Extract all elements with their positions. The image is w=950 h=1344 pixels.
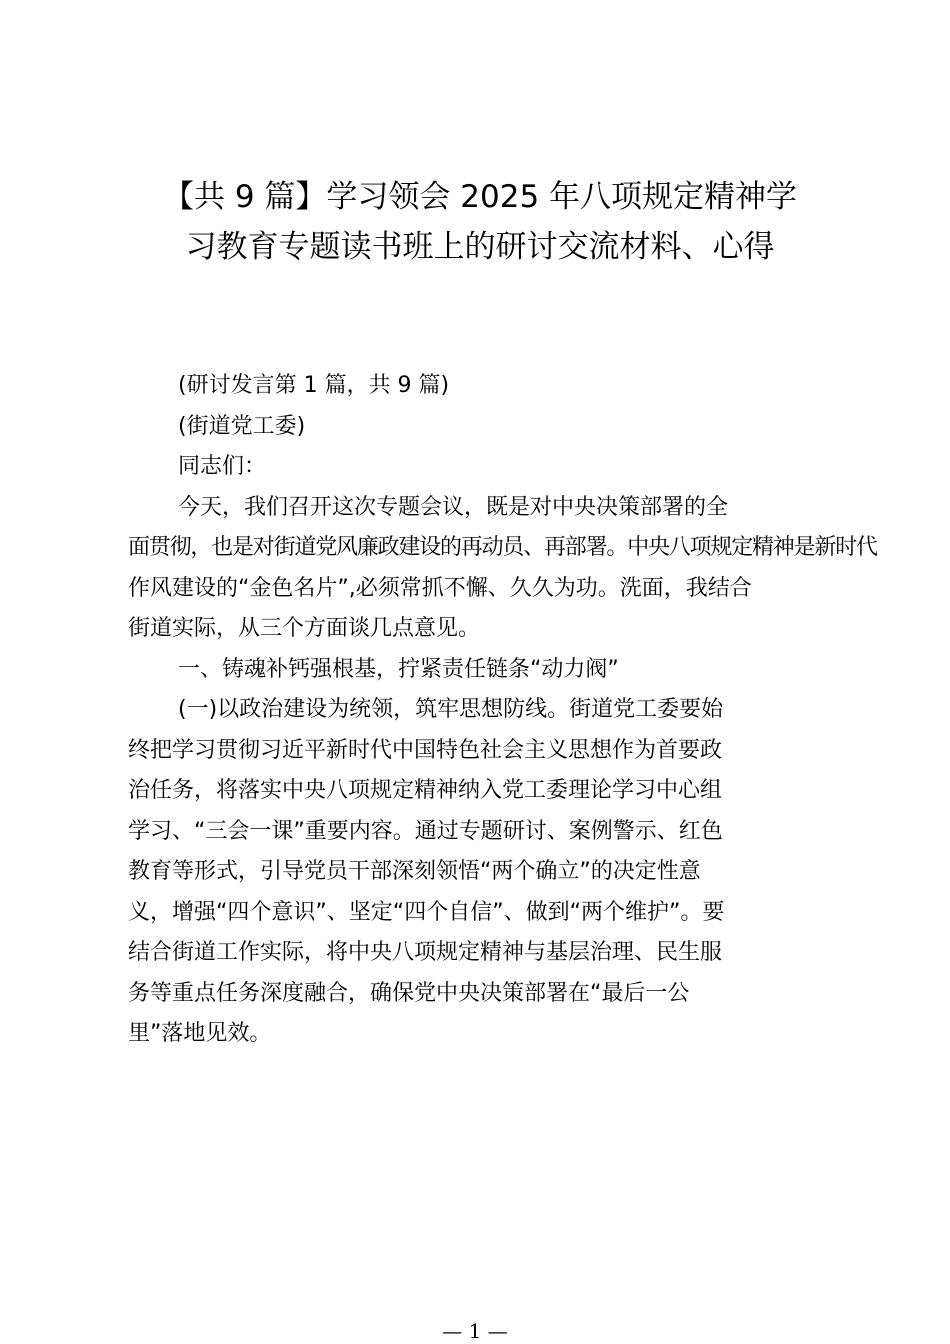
paragraph-line: 面贯彻，也是对街道党风廉政建设的再动员、再部署。中央八项规定精神是新时代	[128, 535, 877, 560]
paragraph-line: 街道实际，从三个方面谈几点意见。	[128, 616, 481, 641]
section-heading: 一、铸魂补钙强根基，拧紧责任链条“动力阀”	[178, 656, 619, 682]
paragraph-line: 义，增强“四个意识”、坚定“四个自信”、做到“两个维护”。要	[128, 899, 725, 925]
document-body	[128, 366, 877, 1055]
paragraph-line: 教育等形式，引导党员干部深刻领悟“两个确立”的决定性意	[128, 859, 701, 884]
document-title	[120, 172, 840, 272]
paragraph-line: 里”落地见效。	[128, 1021, 272, 1046]
article-index-line: (研讨发言第 1 篇，共 9 篇)	[178, 373, 450, 398]
paragraph-line: 作风建设的“金色名片”,必须常抓不懈、久久为功。洗面，我结合	[128, 575, 752, 601]
title-line: 习教育专题读书班上的研讨交流材料、心得	[185, 229, 775, 265]
title-line: 【共 9 篇】学习领会 2025 年八项规定精神学	[162, 179, 798, 215]
salutation-line: 同志们：	[178, 454, 267, 479]
page-number: — 1 —	[442, 1319, 508, 1343]
author-line: (街道党工委)	[178, 413, 306, 439]
paragraph-line: (一)以政治建设为统领，筑牢思想防线。街道党工委要始	[178, 697, 724, 722]
paragraph-line: 学习、“三会一课”重要内容。通过专题研讨、案例警示、红色	[128, 818, 723, 844]
paragraph-line: 今天，我们召开这次专题会议，既是对中央决策部署的全	[178, 494, 729, 520]
paragraph-line: 终把学习贯彻习近平新时代中国特色社会主义思想作为首要政	[128, 737, 723, 763]
paragraph-line: 务等重点任务深度融合，确保党中央决策部署在“最后一公	[128, 980, 690, 1006]
paragraph-line: 治任务，将落实中央八项规定精神纳入党工委理论学习中心组	[128, 778, 723, 803]
paragraph-line: 结合街道工作实际，将中央八项规定精神与基层治理、民生服	[128, 940, 723, 965]
